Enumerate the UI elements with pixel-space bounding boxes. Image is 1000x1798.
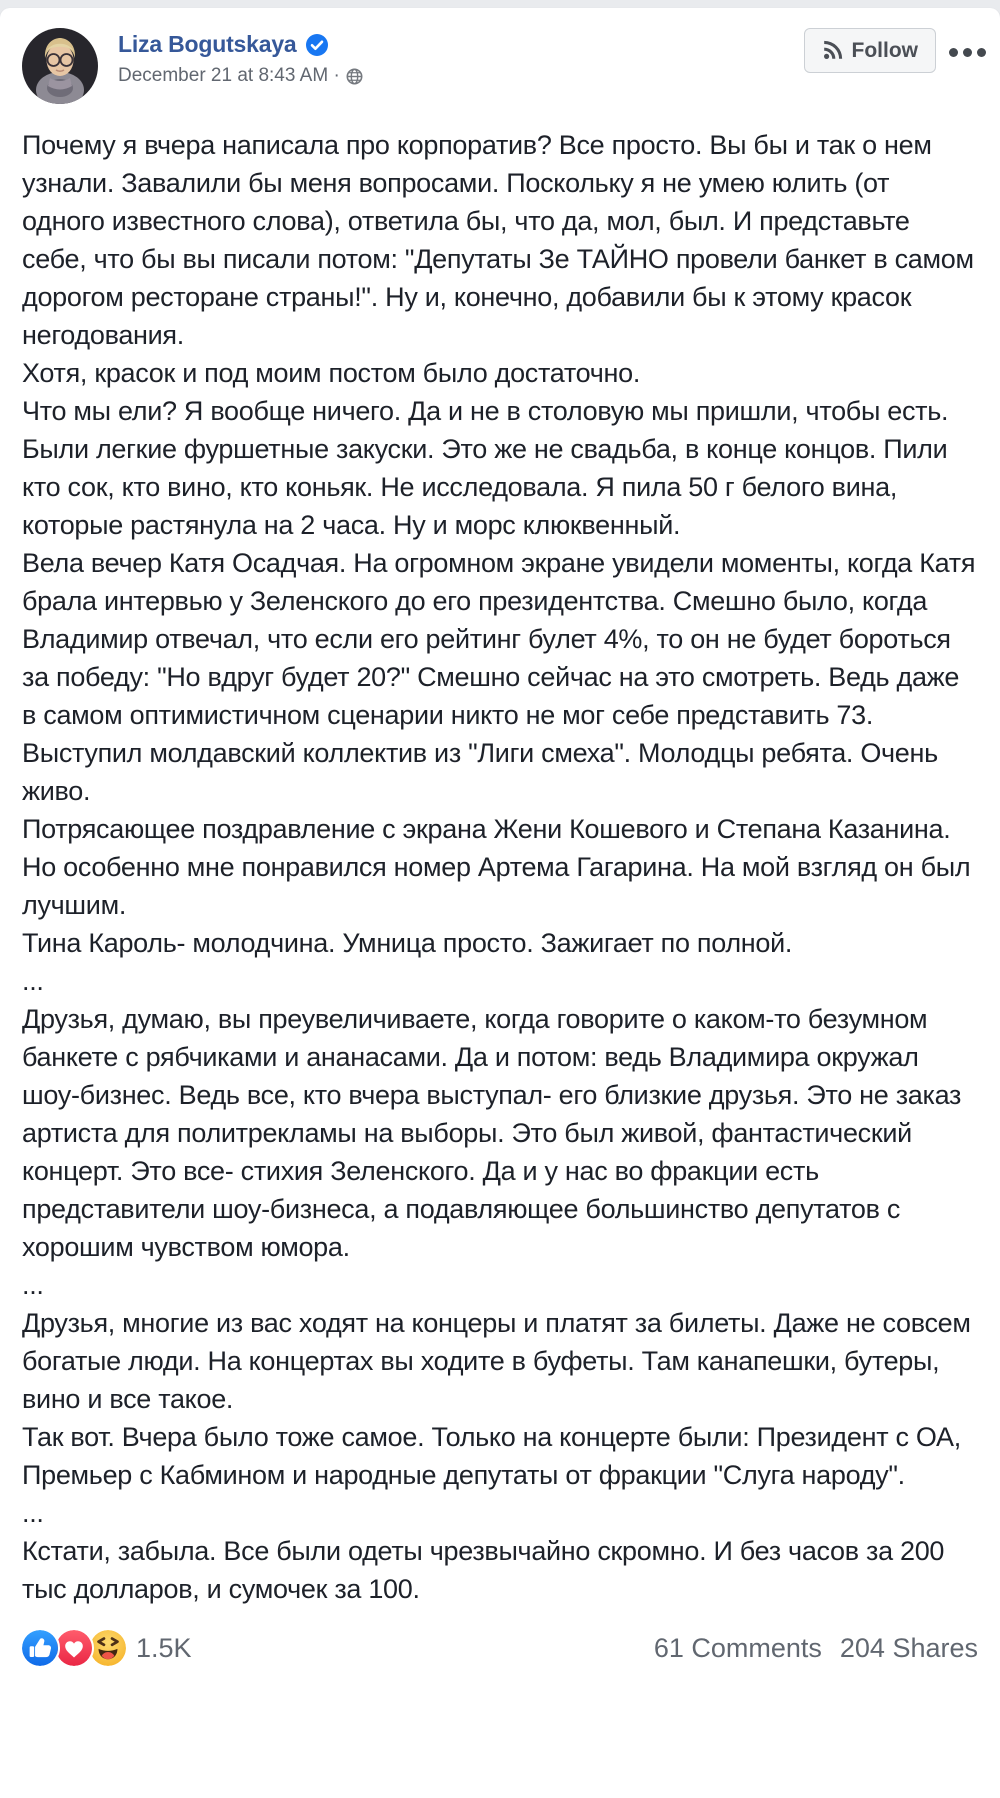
comments-count-link[interactable]: 61 Comments [653, 1632, 822, 1663]
follow-rss-icon [822, 40, 843, 61]
post-paragraph: Что мы ели? Я вообще ничего. Да и не в столовую мы пришли, чтобы есть. Были легкие фуршетные закуски. Это же не свадьба, в конце концов. Пили кто сок, кто вино, кто коньяк. Не исследовала. Я пила 50 г белого вина, которые растянула на 2 часа. Ну и морс клюквенный. [22, 396, 949, 540]
post-paragraph: Почему я вчера написала про корпоратив? Все просто. Вы бы и так о нем узнали. Завалили бы меня вопросами. Поскольку я не умею юлить (от одного известного слова), ответила бы, что да, мол, был. И представьте себе, что бы вы писали потом: "Депутаты Зе ТАЙНО провели банкет в самом дорогом ресторане страны!". Ну и, конечно, добавили бы к этому красок негодования. [22, 130, 974, 350]
reactions-summary[interactable] [20, 1628, 192, 1668]
post-paragraph: Потрясающее поздравление с экрана Жени Кошевого и Степана Казанина. [22, 814, 951, 844]
post-paragraph: Тина Кароль- молодчина. Умница просто. Зажигает по полной. [22, 928, 793, 958]
post-paragraph: ... [22, 1498, 44, 1528]
post-paragraph: Так вот. Вчера было тоже самое. Только на концерте были: Президент с ОА, Премьер с Кабмином и народные депутаты от фракции "Слуга народу". [22, 1422, 961, 1490]
more-dot [963, 48, 972, 57]
avatar-image [22, 28, 98, 104]
follow-button-label: Follow [851, 38, 918, 62]
public-globe-icon [346, 68, 363, 85]
author-name-link[interactable]: Liza Bogutskaya [118, 31, 297, 57]
timestamp: December 21 at 8:43 AM · [118, 65, 340, 86]
haha-reaction-icon[interactable] [88, 1628, 128, 1668]
more-dot [977, 48, 986, 57]
post-paragraph: Кстати, забыла. Все были одеты чрезвычайно скромно. И без часов за 200 тыс долларов, и сумочек за 100. [22, 1536, 945, 1604]
post-paragraph: ... [22, 966, 44, 996]
verified-badge-icon [306, 34, 328, 56]
post-paragraph: Вела вечер Катя Осадчая. На огромном экране увидели моменты, когда Катя брала интервью у Зеленского до его президентства. Смешно было, когда Владимир отвечал, что если его рейтинг булет 4%, то он не будет бороться за победу: "Но вдруг будет 20?" Смешно сейчас на это смотреть. Ведь даже в самом оптимистичном сценарии никто не мог себе представить 73. [22, 548, 976, 730]
engagement-links [654, 1633, 978, 1664]
post-paragraph: Но особенно мне понравился номер Артема Гагарина. На мой взгляд он был лучшим. [22, 852, 971, 920]
post-header [0, 8, 1000, 108]
follow-button[interactable] [804, 28, 937, 73]
post-paragraph: ... [22, 1270, 44, 1300]
more-options-button[interactable] [943, 40, 992, 65]
post-paragraph: Друзья, думаю, вы преувеличиваете, когда говорите о каком-то безумном банкете с рябчиками и ананасами. Да и потом: ведь Владимира окружал шоу-бизнес. Ведь все, кто вчера выступал- его близкие друзья. Это не заказ артиста для политрекламы на выборы. Это был живой, фантастический концерт. Это все- стихия Зеленского. Да и у нас во фракции есть представители шоу-бизнеса, а подавляющее большинство депутатов с хорошим чувством юмора. [22, 1004, 962, 1262]
love-reaction-icon[interactable] [54, 1628, 94, 1668]
post-paragraph: Выступил молдавский коллектив из "Лиги смеха". Молодцы ребята. Очень живо. [22, 738, 938, 806]
post-paragraph: Хотя, красок и под моим постом было достаточно. [22, 358, 641, 388]
post-text [0, 108, 1000, 1608]
avatar[interactable] [22, 28, 98, 104]
post-card [0, 8, 1000, 1798]
like-reaction-icon[interactable] [20, 1628, 60, 1668]
more-dot [949, 48, 958, 57]
post-footer [0, 1608, 1000, 1684]
reaction-count[interactable]: 1.5K [136, 1632, 192, 1663]
post-paragraph: Друзья, многие из вас ходят на концеры и платят за билеты. Даже не совсем богатые люди. На концертах вы ходите в буфеты. Там канапешки, бутеры, вино и все такое. [22, 1308, 971, 1414]
shares-count-link[interactable]: 204 Shares [839, 1632, 978, 1663]
